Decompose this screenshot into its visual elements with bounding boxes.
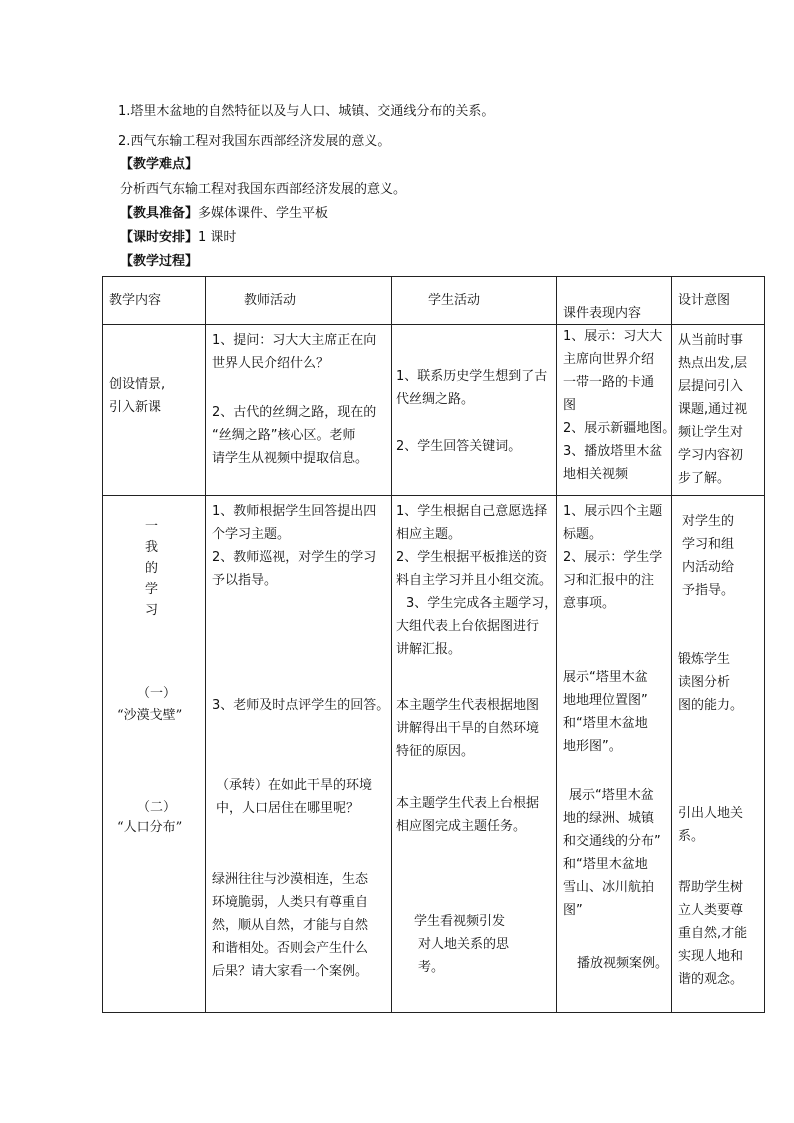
- row2-teacher-a: 1、教师根据学生回答提出四 个学习主题。 2、教师巡视，对学生的学习 予以指导。: [212, 504, 377, 588]
- row2-courseware-d: 播放视频案例。: [577, 956, 669, 971]
- topic2-number: （二）: [137, 800, 177, 815]
- lesson-plan-table: [102, 276, 765, 1013]
- time-line: [120, 228, 236, 248]
- topic2-name: “人口分布”: [117, 820, 183, 835]
- row2-intent-c: 引出人地关 系。: [678, 806, 744, 844]
- difficulty-heading: 【教学难点】: [120, 157, 199, 172]
- row1-student-a: 1、联系历史学生想到了古 代丝绸之路。: [396, 369, 548, 407]
- process-heading: 【教学过程】: [120, 254, 199, 269]
- row2-teacher-c: （承转）在如此干旱的环境 中，人口居住在哪里呢？: [216, 778, 373, 816]
- header-intent: 设计意图: [678, 293, 731, 308]
- tools-line: [120, 204, 328, 224]
- time-text: 1 课时: [198, 230, 237, 245]
- header-courseware: 课件表现内容: [563, 306, 642, 321]
- row1-intent: 从当前时事 热点出发,层 层提问引入 课题,通过视 频让学生对 学习内容初 步了解。: [678, 333, 748, 486]
- row2-teacher-b: 3、老师及时点评学生的回答。: [212, 698, 390, 713]
- row2-courseware-c: 展示“塔里木盆 地的绿洲、城镇 和交通线的分布” 和“塔里木盆地 雪山、冰川航拍 图”: [563, 788, 661, 918]
- table-row: [103, 496, 765, 1013]
- row2-courseware-b: 展示“塔里木盆 地地理位置图” 和“塔里木盆地 地形图”。: [563, 670, 648, 754]
- row2-student-a: 1、学生根据自己意愿选择 相应主题。 2、学生根据平板推送的资 料自主学习并且小组交流。 3、学生完成各主题学习， 大组代表上台依据图进行 讲解汇报。: [396, 504, 558, 657]
- row2-student-d: 学生看视频引发 对人地关系的思 考。: [414, 914, 510, 975]
- row2-content-vertical: 一 我 的 学 习: [145, 519, 159, 618]
- row2-courseware-a: 1、展示四个主题 标题。 2、展示：学生学 习和汇报中的注 意事项。: [563, 504, 663, 611]
- tools-text: 多媒体课件、学生平板: [198, 206, 329, 221]
- row2-intent-a: 对学生的 学习和组 内活动给 予指导。: [682, 514, 735, 598]
- row2-student-b: 本主题学生代表根据地图 讲解得出干旱的自然环境 特征的原因。: [396, 698, 540, 759]
- table-header-row: [103, 277, 765, 325]
- table-row: [103, 325, 765, 496]
- row1-student-b: 2、学生回答关键词。: [396, 439, 522, 454]
- tools-heading: 【教具准备】: [120, 206, 199, 221]
- row2-intent-d: 帮助学生树 立人类要尊 重自然,才能 实现人地和 谐的观念。: [678, 880, 748, 987]
- row1-teacher-q1: 1、提问：习大大主席正在向 世界人民介绍什么？: [212, 333, 377, 371]
- time-heading: 【课时安排】: [120, 230, 199, 245]
- header-teacher: 教师活动: [244, 293, 297, 308]
- topic1-name: “沙漠戈壁”: [117, 708, 183, 723]
- row1-teacher-q2: 2、古代的丝绸之路，现在的 “丝绸之路”核心区。老师 请学生从视频中提取信息。: [212, 405, 377, 466]
- header-content: 教学内容: [109, 293, 162, 308]
- row2-student-c: 本主题学生代表上台根据 相应图完成主题任务。: [396, 796, 540, 834]
- header-student: 学生活动: [428, 293, 481, 308]
- topic1-number: （一）: [137, 686, 177, 701]
- row2-teacher-d: 绿洲往往与沙漠相连，生态 环境脆弱，人类只有尊重自 然，顺从自然，才能与自然 和谐相处。否则会产生什么 后果？请大家看一个案例。: [212, 872, 369, 979]
- objective-1: 1.塔里木盆地的自然特征以及与人口、城镇、交通线分布的关系。: [118, 104, 495, 119]
- row1-courseware: 1、展示：习大大 主席向世界介绍 一带一路的卡通 图 2、展示新疆地图。 3、播放塔里木盆 地相关视频: [563, 329, 676, 482]
- objective-2: 2.西气东输工程对我国东西部经济发展的意义。: [118, 134, 391, 149]
- row1-content: 创设情景, 引入新课: [109, 377, 166, 415]
- row2-intent-b: 锻炼学生 读图分析 图的能力。: [678, 652, 744, 713]
- difficulty-text: 分析西气东输工程对我国东西部经济发展的意义。: [120, 182, 407, 197]
